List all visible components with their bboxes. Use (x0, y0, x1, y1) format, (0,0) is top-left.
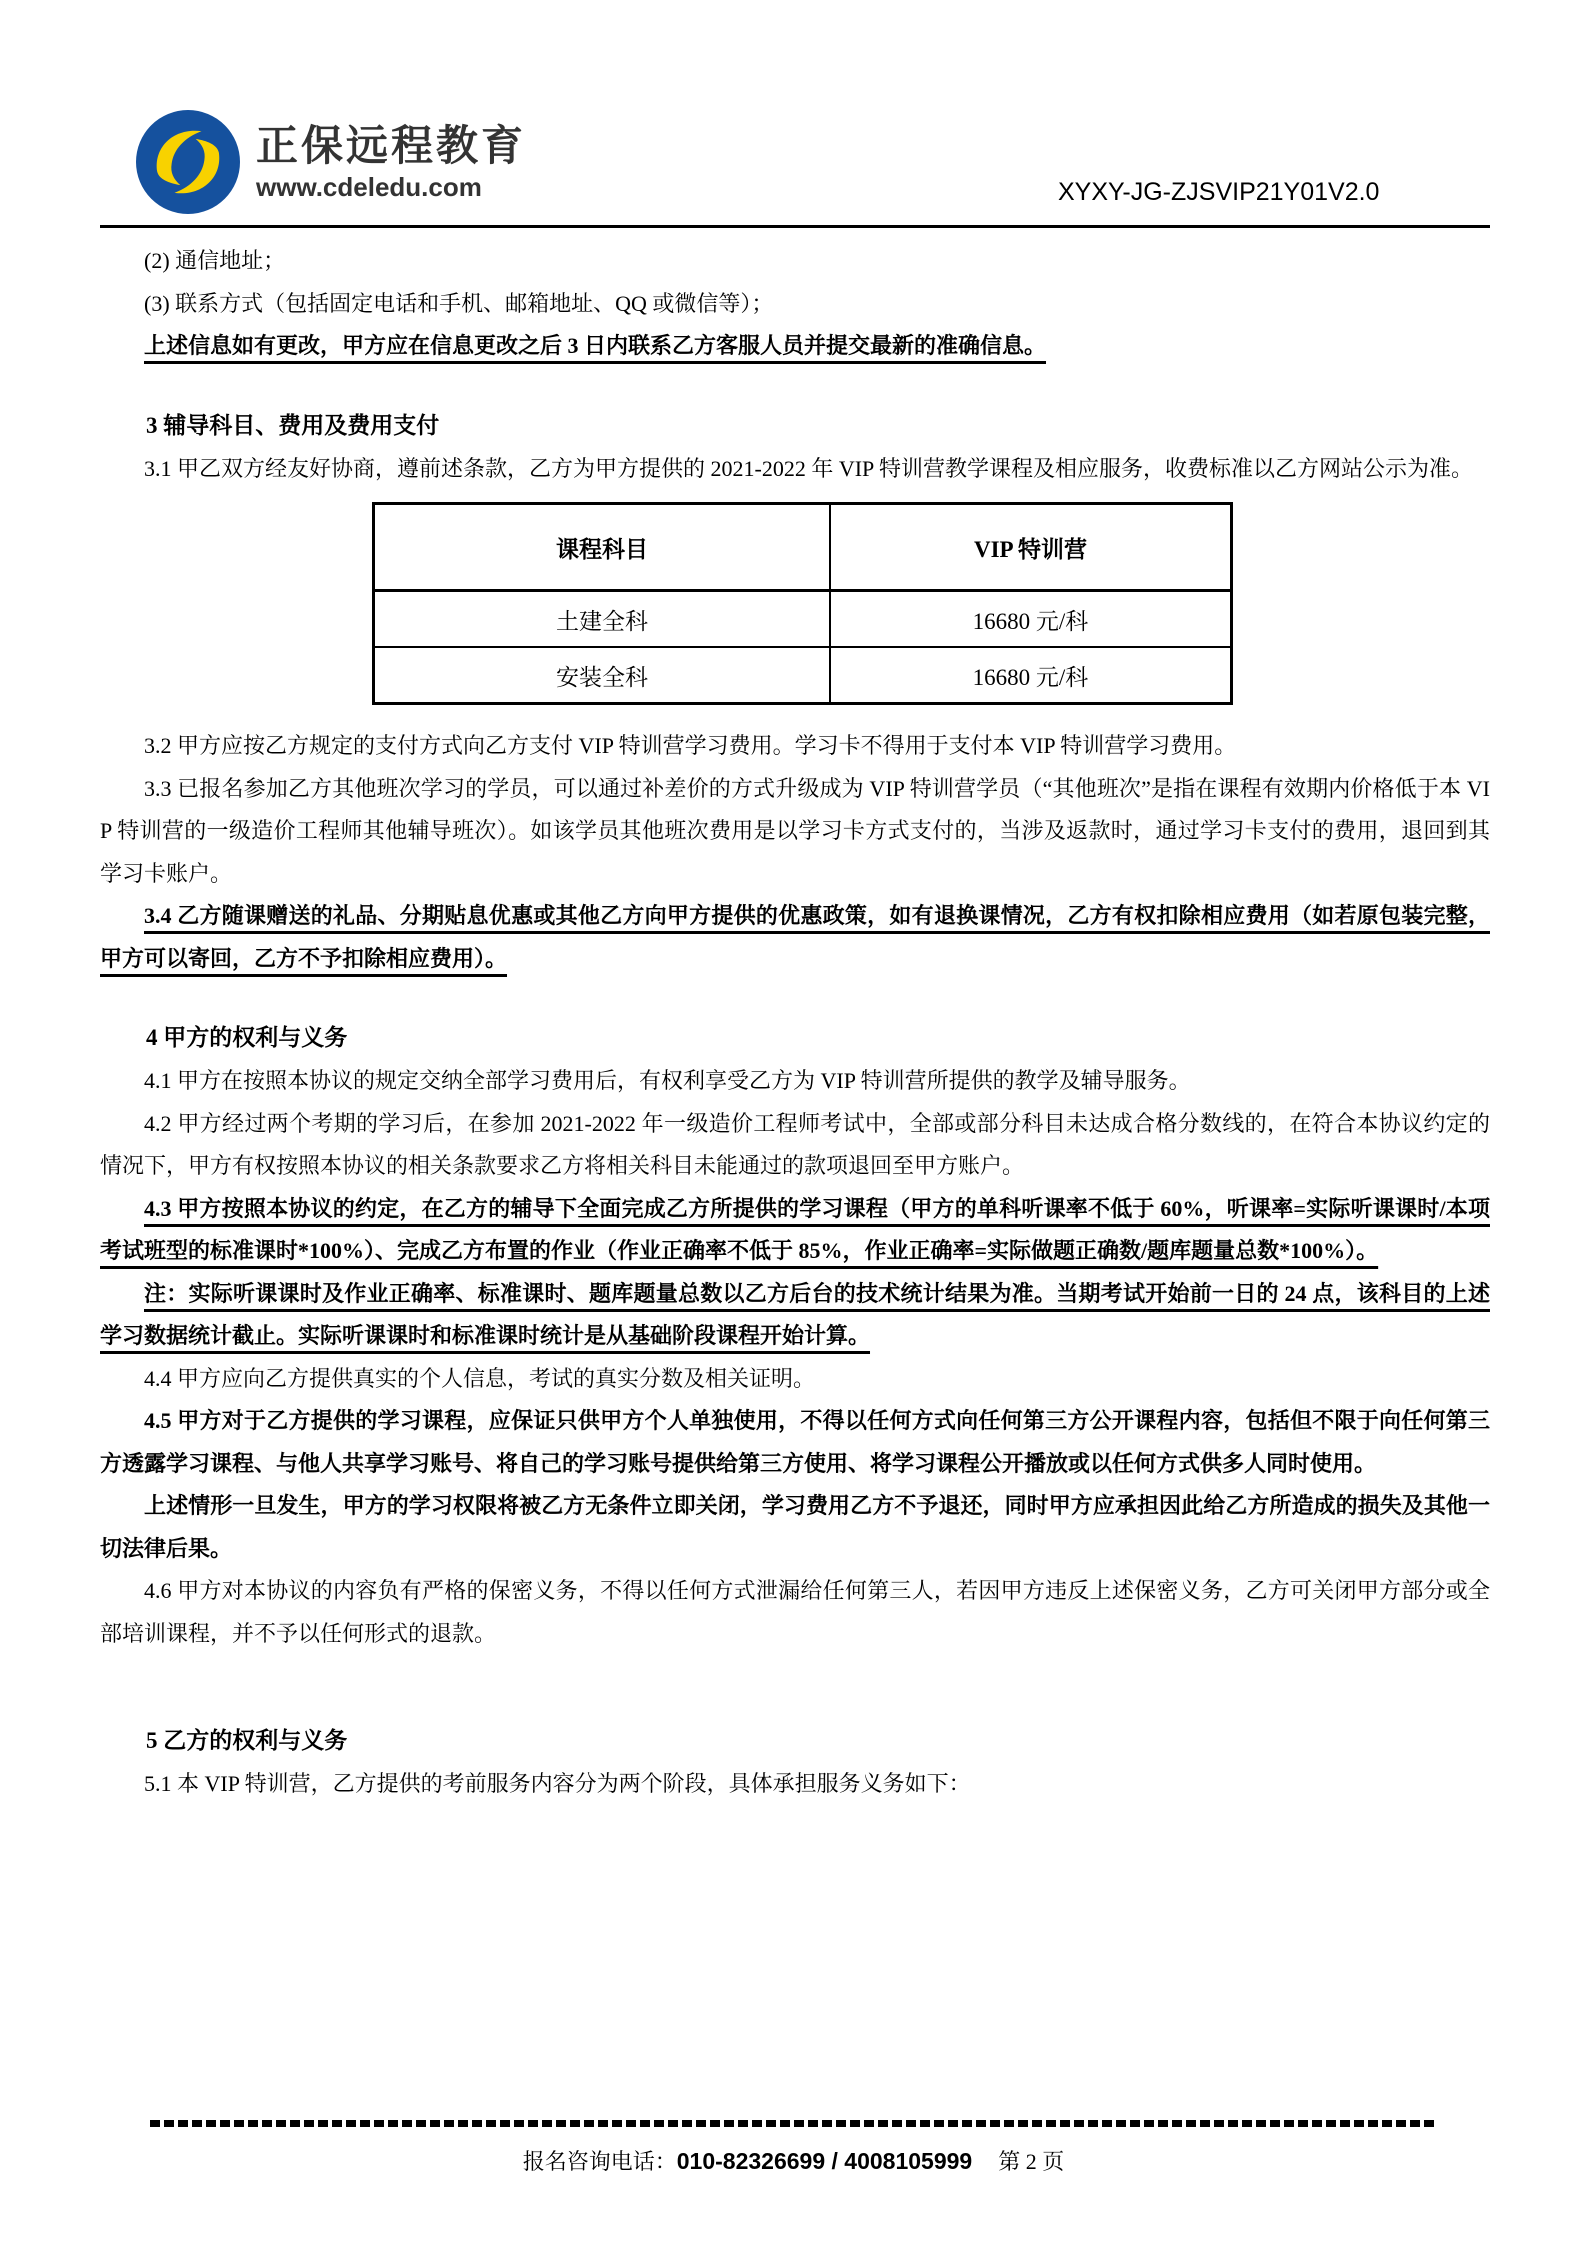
clause-4-4: 4.4 甲方应向乙方提供真实的个人信息，考试的真实分数及相关证明。 (144, 1365, 816, 1391)
clause-3-4: 3.4 乙方随课赠送的礼品、分期贴息优惠或其他乙方向甲方提供的优惠政策，如有退换课情况，乙方有权扣除相应费用（如若原包装完整，甲方可以寄回，乙方不予扣除相应费用）。 (100, 903, 1490, 971)
phone-label: 报名咨询电话： (522, 2149, 677, 2174)
clause-contact-method: (3) 联系方式（包括固定电话和手机、邮箱地址、QQ 或微信等）； (144, 290, 774, 316)
course-price-cell: 16680 元/科 (830, 647, 1232, 704)
footer-divider (150, 2120, 1437, 2127)
doc-code: XYXY-JG-ZJSVIP21Y01V2.0 (1058, 178, 1380, 206)
header-rule (100, 225, 1490, 228)
fee-table-row (374, 591, 1232, 648)
clause-comm-address: (2) 通信地址； (144, 248, 286, 273)
clause-4-5: 4.5 甲方对于乙方提供的学习课程，应保证只供甲方个人单独使用，不得以任何方式向任何第三方公开课程内容，包括但不限于向任何第三方透露学习课程、与他人共享学习账号、将自己的学习账号提供给第三方使用、将学习课程公开播放或以任何方式供多人同时使用。 (100, 1408, 1490, 1476)
section-5-heading: 5 乙方的权利与义务 (146, 1728, 348, 1753)
phone-numbers: 010-82326699 / 4008105999 (676, 2148, 973, 2174)
course-name-cell: 土建全科 (374, 591, 831, 648)
clause-3-2: 3.2 甲方应按乙方规定的支付方式向乙方支付 VIP 特训营学习费用。学习卡不得用于支付本 VIP 特训营学习费用。 (144, 733, 1237, 758)
fee-header-course: 课程科目 (374, 504, 831, 591)
clause-3-3: 3.3 已报名参加乙方其他班次学习的学员，可以通过补差价的方式升级成为 VIP 特训营学员（“其他班次”是指在课程有效期内价格低于本 VIP 特训营的一级造价工程师其他辅导班次）。如该学员其他班次费用是以学习卡方式支付的，当涉及返款时，通过学习卡支付的费用，退回到其学习卡账户。 (100, 775, 1490, 886)
clause-4-2: 4.2 甲方经过两个考期的学习后，在参加 2021-2022 年一级造价工程师考试中，全部或部分科目未达成合格分数线的，在符合本协议约定的情况下，甲方有权按照本协议的相关条款要求乙方将相关科目未能通过的款项退回至甲方账户。 (100, 1110, 1490, 1178)
fee-table-row (374, 647, 1232, 704)
statistics-note: 注：实际听课课时及作业正确率、标准课时、题库题量总数以乙方后台的技术统计结果为准。当期考试开始前一日的 24 点，该科目的上述学习数据统计截止。实际听课课时和标准课时统计是从基础阶段课程开始计算。 (100, 1280, 1490, 1348)
clause-4-3: 4.3 甲方按照本协议的约定，在乙方的辅导下全面完成乙方所提供的学习课程（甲方的单科听课率不低于 60%，听课率=实际听课课时/本项考试班型的标准课时*100%）、完成乙方布置的作业（作业正确率不低于 85%，作业正确率=实际做题正确数/题库题量总数*100%）。 (100, 1195, 1490, 1263)
cdel-logo-icon (136, 110, 240, 214)
brand-text (256, 121, 526, 203)
clause-5-1: 5.1 本 VIP 特训营，乙方提供的考前服务内容分为两个阶段，具体承担服务义务如下： (144, 1771, 971, 1796)
clause-4-5-consequence: 上述情形一旦发生，甲方的学习权限将被乙方无条件立即关闭，学习费用乙方不予退还，同时甲方应承担因此给乙方所造成的损失及其他一切法律后果。 (100, 1493, 1490, 1561)
info-update-notice: 上述信息如有更改，甲方应在信息更改之后 3 日内联系乙方客服人员并提交最新的准确信息。 (144, 333, 1047, 358)
brand-website: www.cdeledu.com (256, 172, 482, 202)
page-header (0, 0, 1587, 228)
page-number: 第 2 页 (998, 2149, 1065, 2174)
fee-table (372, 502, 1233, 705)
section-3-heading: 3 辅导科目、费用及费用支付 (146, 412, 440, 438)
company-logo (136, 110, 526, 214)
clause-4-1: 4.1 甲方在按照本协议的规定交纳全部学习费用后，有权利享受乙方为 VIP 特训营所提供的教学及辅导服务。 (144, 1068, 1191, 1093)
logo-circle (136, 110, 240, 214)
clause-4-6: 4.6 甲方对本协议的内容负有严格的保密义务，不得以任何方式泄漏给任何第三人，若因甲方违反上述保密义务，乙方可关闭甲方部分或全部培训课程，并不予以任何形式的退款。 (100, 1578, 1490, 1646)
contract-body (0, 228, 1587, 1806)
course-price-cell: 16680 元/科 (830, 591, 1232, 648)
brand-name: 正保远程教育 (256, 122, 527, 169)
fee-header-vip: VIP 特训营 (830, 504, 1232, 591)
section-4-heading: 4 甲方的权利与义务 (146, 1025, 348, 1050)
page-footer (0, 2144, 1587, 2179)
fee-table-header-row (374, 504, 1232, 591)
course-name-cell: 安装全科 (374, 647, 831, 704)
clause-3-1: 3.1 甲乙双方经友好协商，遵前述条款，乙方为甲方提供的 2021-2022 年 VIP 特训营教学课程及相应服务，收费标准以乙方网站公示为准。 (144, 455, 1473, 481)
